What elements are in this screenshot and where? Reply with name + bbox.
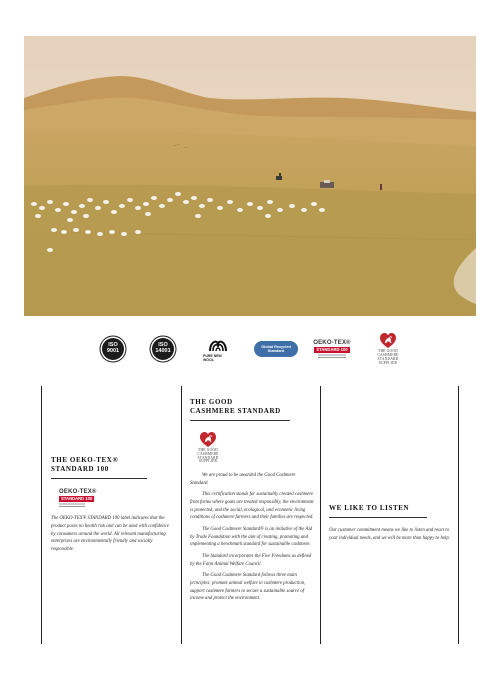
gcs-panel-logo-line2: CASHMERE [197, 451, 219, 456]
oeko-tex-bar: STANDARD 100 [316, 346, 348, 352]
oeko-tex-panel-logo-brand: OEKO-TEX® [59, 488, 97, 495]
oeko-tex-heading-line1: THE OEKO-TEX® [51, 456, 119, 464]
gc-logo-line1: THE GOOD [378, 349, 398, 354]
oeko-tex-panel-logo-bar: STANDARD 100 [61, 495, 93, 501]
good-cashmere-panel-logo [196, 431, 220, 464]
oeko-tex-panel-logo [59, 489, 173, 507]
good-cashmere-heading [190, 398, 314, 416]
iso-9001-logo [100, 326, 126, 372]
listen-body: Our customer commitment means we like to listen and react to your individual needs, and we will be more than happy to help. [329, 527, 450, 541]
gcs-paragraph-5: The Good Cashmere Standard follows three main principles: promote animal welfare in cashmere production, support cashmere farmers to secure a sustainable source of income and protect the environment. [190, 573, 306, 602]
heading-rule [329, 517, 427, 518]
gcs-paragraph-4: The Standard incorporates the Five Freedoms as defined by the Farm Animal Welfare Council. [190, 554, 312, 567]
listen-heading: WE LIKE TO LISTEN [329, 504, 410, 512]
goat-heart-icon [199, 431, 217, 449]
divider [458, 386, 459, 644]
oeko-tex-body: The OEKO-TEX® STANDARD 100 label indicates that the product poses no health risk and can be used with confidence by consumers around the world. All relevant manufacturing enterprises are environmentally friendly and socially responsible. [51, 516, 169, 552]
grs-line2: Standard [267, 349, 285, 353]
gcs-panel-logo-line3: STANDARD [197, 455, 219, 460]
good-cashmere-panel [190, 398, 314, 603]
oeko-tex-brand: OEKO-TEX® [313, 339, 351, 346]
gcs-heading-line2: CASHMERE STANDARD [190, 407, 281, 416]
gcs-panel-logo-line1: THE GOOD [198, 447, 218, 452]
steppe-landscape-photo [24, 36, 476, 316]
oeko-tex-panel-fineprint [59, 503, 85, 507]
divider [41, 386, 42, 644]
goat-heart-icon [379, 332, 397, 350]
gc-logo-line4: SUPPLIER [378, 360, 398, 365]
gc-logo-line2: CASHMERE [377, 353, 399, 358]
oeko-tex-panel [51, 456, 173, 554]
woolmark-caption: PURE NEW WOOL [203, 353, 222, 362]
global-recycled-standard-logo [252, 326, 300, 372]
gcs-heading-line1: THE GOOD [190, 398, 233, 406]
oeko-tex-heading-line2: STANDARD 100 [51, 465, 109, 474]
iso-14001-logo [150, 326, 176, 372]
heading-rule [51, 478, 147, 479]
iso-9001-label-bottom: 9001 [106, 348, 120, 354]
divider [320, 386, 321, 644]
certification-logos-row [0, 326, 500, 372]
woolmark-logo [203, 326, 233, 372]
gcs-panel-logo-line4: SUPPLIER [198, 459, 218, 464]
good-cashmere-logo [372, 326, 404, 372]
iso-9001-label-top: ISO [108, 342, 118, 349]
gcs-paragraph-2: This certification stands for sustainably created cashmere from farms where goats are treated responsibly, the environment is protected, and the social, ecological, and economic living conditions of cashmere farmers and their families are respected. [190, 492, 314, 521]
listen-panel [329, 504, 453, 542]
gcs-paragraph-3: The Good Cashmere Standard® is an initiative of the Aid by Trade Foundation with the aim of creating, promoting and implementing a benchmark standard for sustainable cashmere. [190, 527, 313, 548]
iso-14001-label-bottom: 14001 [155, 348, 171, 354]
oeko-tex-logo [310, 326, 354, 372]
gc-logo-line3: STANDARD [377, 357, 399, 361]
heading-rule [190, 420, 290, 421]
iso-14001-label-top: ISO [158, 342, 168, 349]
oeko-tex-heading [51, 456, 173, 474]
gcs-paragraph-1: We are proud to be awarded the Good Cashmere Standard. [190, 473, 296, 486]
grs-line1: Global Recycled [261, 344, 291, 349]
info-panels [0, 380, 500, 646]
oeko-tex-fineprint [318, 354, 346, 358]
woolmark-icon [208, 337, 228, 353]
divider [181, 386, 182, 644]
